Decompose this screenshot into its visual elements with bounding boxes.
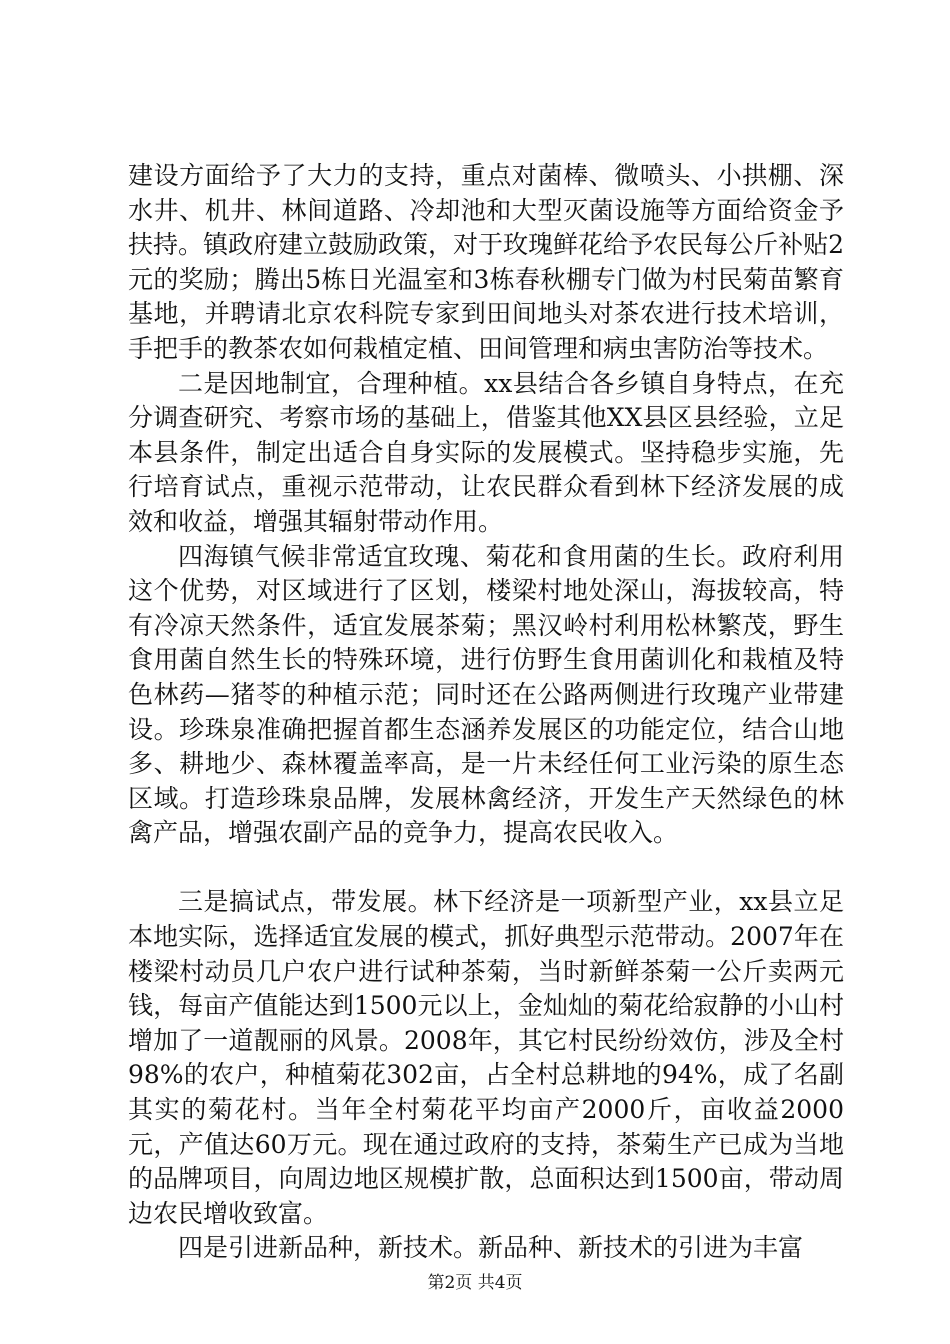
paragraph-pilot-program: 三是搞试点，带发展。林下经济是一项新型产业，xx县立足本地实际，选择适宜发展的模式，抓好典型示范带动。2007年在楼梁村动员几户农户进行试种茶菊，当时新鲜茶菊一公斤卖两元钱，每亩产值能达到1500元以上，金灿灿的菊花给寂静的小山村增加了一道靓丽的风景。2008年，其它村民纷纷效仿，涉及全村98%的农户，种植菊花302亩，占全村总耕地的94%，成了名副其实的菊花村。当年全村菊花平均亩产2000斤，亩收益2000元，产值达60万元。现在通过政府的支持，茶菊生产已成为当地的品牌项目，向周边地区规模扩散，总面积达到1500亩，带动周边农民增收致富。 (128, 887, 844, 1228)
document-body (128, 159, 844, 1266)
paragraph-sihai-town: 四海镇气候非常适宜玫瑰、菊花和食用菌的生长。政府利用这个优势，对区域进行了区划，楼梁村地处深山，海拔较高，特有冷凉天然条件，适宜发展茶菊；黑汉岭村利用松林繁茂，野生食用菌自然生长的特殊环境，进行仿野生食用菌训化和栽植及特色林药—猪苓的种植示范；同时还在公路两侧进行玫瑰产业带建设。珍珠泉准确把握首都生态涵养发展区的功能定位，结合山地多、耕地少、森林覆盖率高，是一片未经任何工业污染的原生态区域。打造珍珠泉品牌，发展林禽经济，开发生产天然绿色的林禽产品，增强农副产品的竞争力，提高农民收入。 (128, 541, 844, 848)
paragraph-new-varieties: 四是引进新品种，新技术。新品种、新技术的引进为丰富 (178, 1233, 804, 1263)
page-number-footer: 第2页 共4页 (427, 1273, 523, 1293)
paragraph-local-planting: 二是因地制宜，合理种植。xx县结合各乡镇自身特点，在充分调查研究、考察市场的基础上，借鉴其他XX县区县经验，立足本县条件，制定出适合自身实际的发展模式。坚持稳步实施，先行培育试点，重视示范带动，让农民群众看到林下经济发展的成效和收益，增强其辐射带动作用。 (128, 368, 844, 536)
paragraph-support-measures: 建设方面给予了大力的支持，重点对菌棒、微喷头、小拱棚、深水井、机井、林间道路、冷却池和大型灭菌设施等方面给资金予扶持。镇政府建立鼓励政策，对于玫瑰鲜花给予农民每公斤补贴2元的奖励；腾出5栋日光温室和3栋春秋棚专门做为村民菊苗繁育基地，并聘请北京农科院专家到田间地头对茶农进行技术培训，手把手的教茶农如何栽植定植、田间管理和病虫害防治等技术。 (128, 161, 844, 363)
paragraph-gap (128, 851, 844, 886)
